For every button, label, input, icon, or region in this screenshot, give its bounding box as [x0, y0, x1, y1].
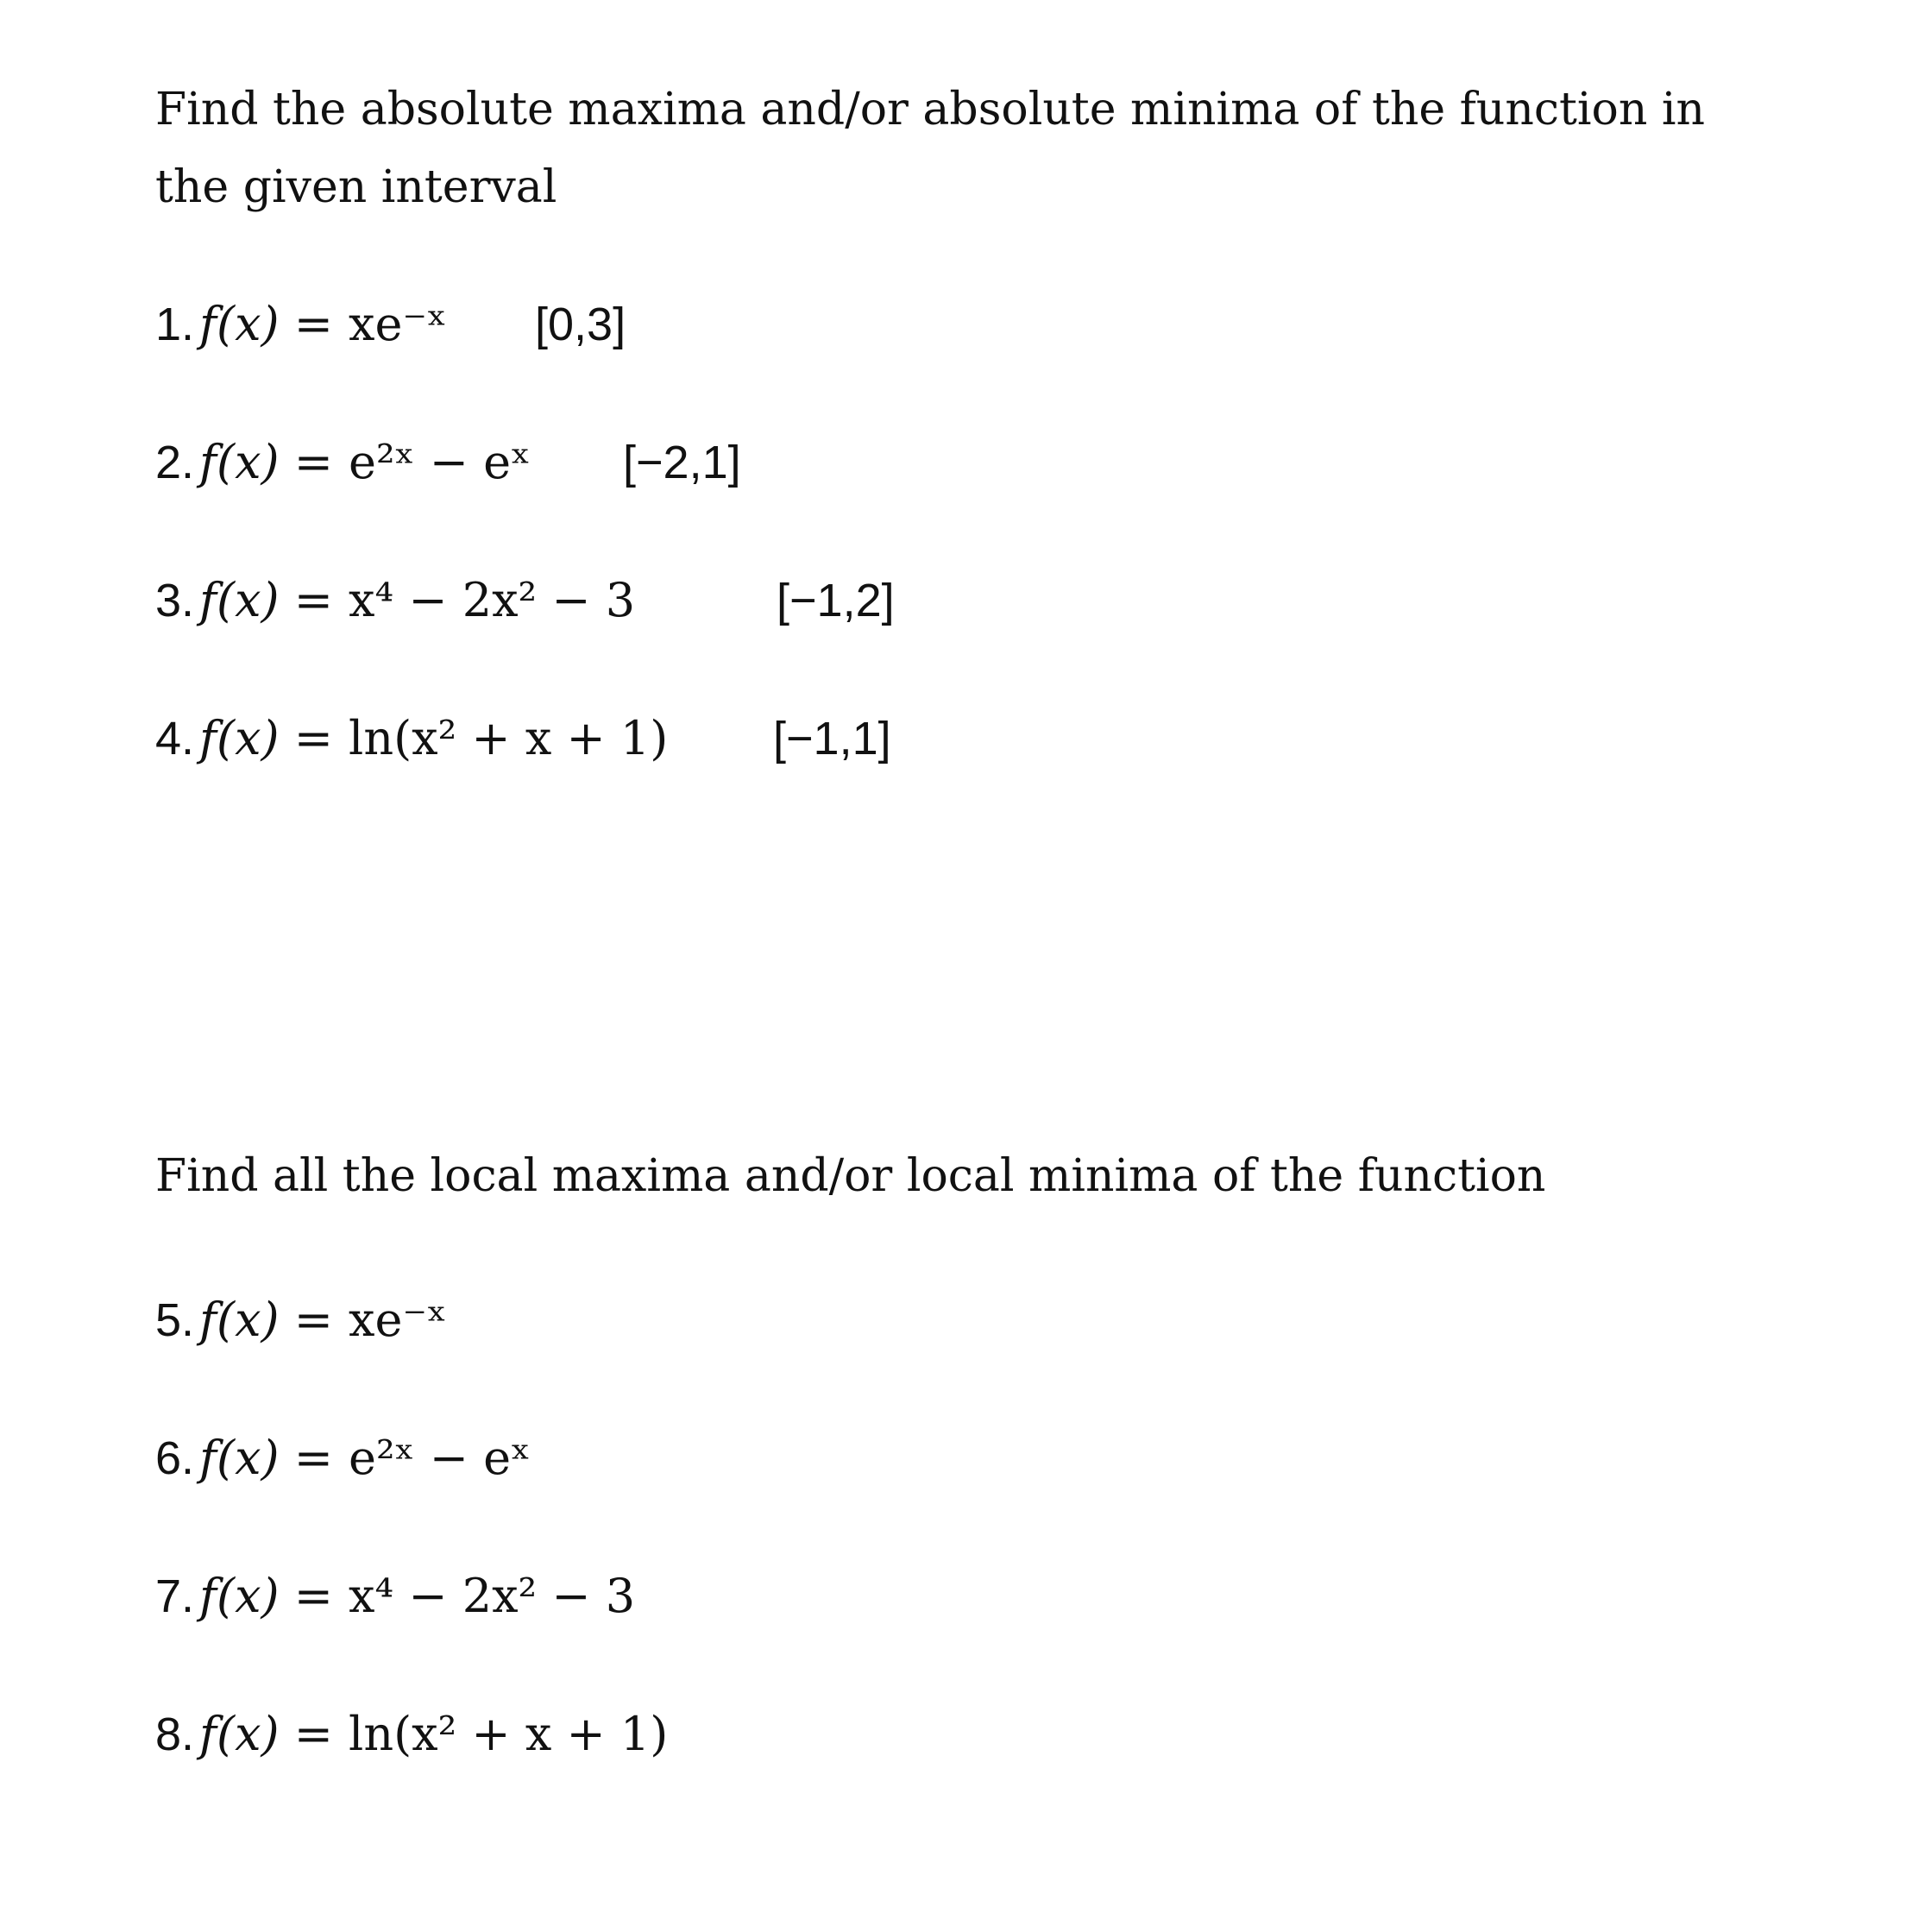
function-label: f(x) =	[199, 711, 334, 765]
problem-number: 1.	[155, 299, 195, 350]
function-label: f(x) =	[199, 1707, 334, 1761]
function-expression: ln(x² + x + 1)	[349, 711, 669, 765]
function-expression: xe⁻ˣ	[349, 297, 447, 351]
problem-number: 2.	[155, 437, 195, 488]
problem-1-interval: [0,3]	[535, 299, 626, 350]
problem-2-interval: [−2,1]	[623, 437, 741, 488]
problem-5	[155, 1286, 447, 1355]
problem-8	[155, 1700, 668, 1769]
problem-2	[155, 428, 531, 497]
section1-heading-line1: Find the absolute maxima and/or absolute minima of the function in	[155, 84, 1706, 135]
function-label: f(x) =	[199, 1431, 334, 1485]
problem-number: 6.	[155, 1432, 195, 1484]
function-expression: e²ˣ − eˣ	[349, 1431, 531, 1485]
problem-7	[155, 1562, 635, 1631]
problem-number: 3.	[155, 575, 195, 626]
section1-heading-line2: the given interval	[155, 161, 557, 213]
problem-number: 8.	[155, 1709, 195, 1760]
problem-number: 7.	[155, 1570, 195, 1622]
section2-heading: Find all the local maxima and/or local minima of the function	[155, 1150, 1546, 1202]
function-label: f(x) =	[199, 297, 334, 351]
problem-3	[155, 566, 635, 635]
function-label: f(x) =	[199, 1569, 334, 1623]
function-expression: xe⁻ˣ	[349, 1293, 447, 1347]
function-expression: ln(x² + x + 1)	[349, 1707, 669, 1761]
problem-1	[155, 290, 447, 359]
problem-number: 5.	[155, 1294, 195, 1346]
function-expression: x⁴ − 2x² − 3	[349, 1569, 636, 1623]
function-expression: e²ˣ − eˣ	[349, 435, 531, 489]
function-label: f(x) =	[199, 1293, 334, 1347]
problem-4-interval: [−1,1]	[773, 713, 891, 765]
function-label: f(x) =	[199, 435, 334, 489]
problem-4	[155, 704, 668, 773]
function-expression: x⁴ − 2x² − 3	[349, 573, 636, 627]
problem-3-interval: [−1,2]	[777, 575, 895, 626]
function-label: f(x) =	[199, 573, 334, 627]
problem-6	[155, 1424, 531, 1493]
problem-number: 4.	[155, 713, 195, 765]
